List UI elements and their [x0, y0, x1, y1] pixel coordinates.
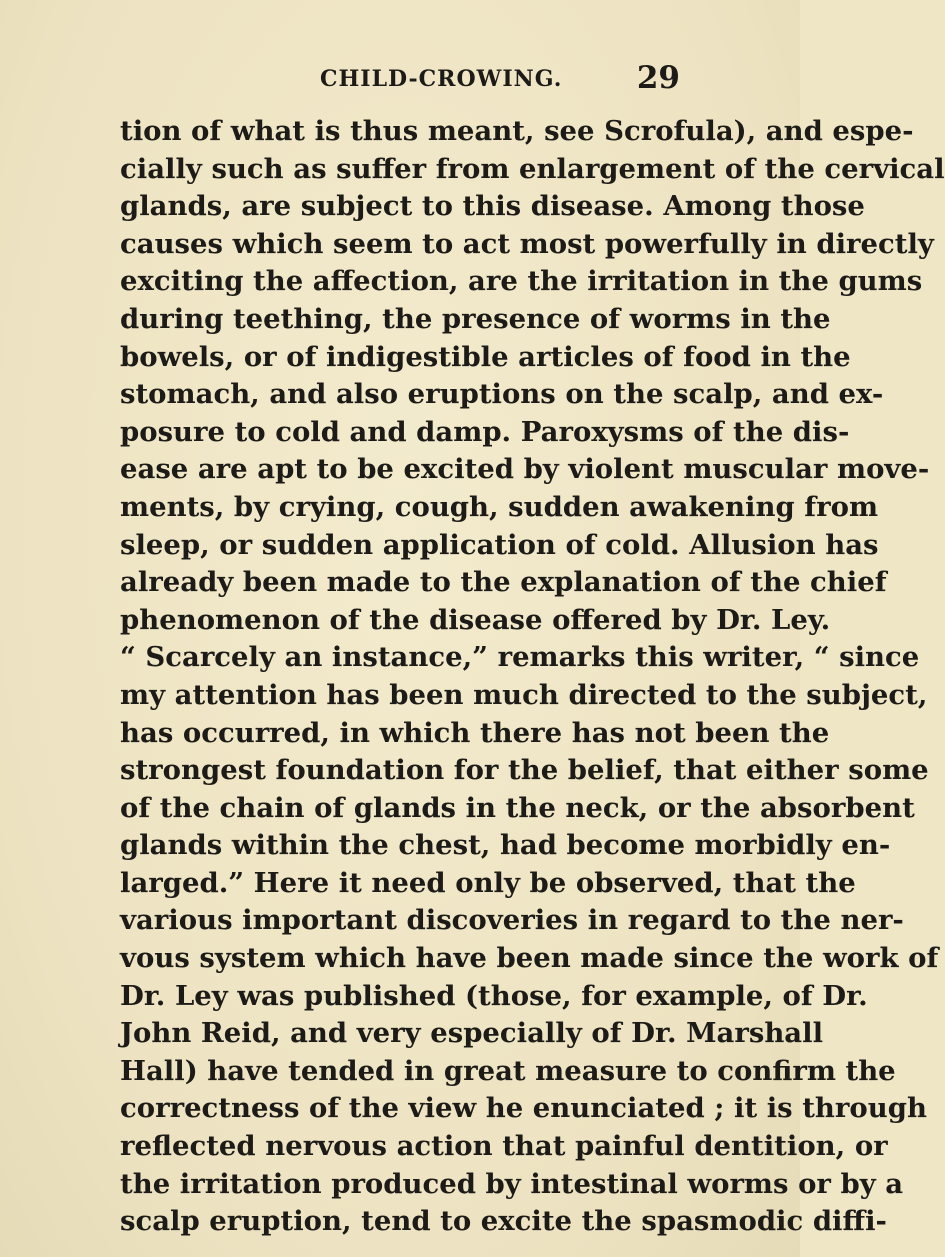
text-line: of the chain of glands in the neck, or the absorbent	[120, 791, 915, 824]
text-line: during teething, the presence of worms in the	[120, 302, 831, 335]
running-title: CHILD-CROWING.	[320, 66, 563, 92]
text-line: posure to cold and damp. Paroxysms of the dis-	[120, 415, 850, 448]
text-line: has occurred, in which there has not been the	[120, 716, 830, 749]
text-line: ease are apt to be excited by violent muscular move-	[120, 453, 930, 486]
text-line: phenomenon of the disease offered by Dr. Ley.	[120, 603, 831, 636]
text-line: ments, by crying, cough, sudden awakening from	[120, 490, 879, 523]
text-line: strongest foundation for the belief, that either some	[120, 754, 929, 787]
text-line: various important discoveries in regard to the ner-	[120, 904, 904, 937]
page-header	[120, 62, 680, 102]
page-number: 29	[636, 60, 680, 96]
text-line: cially such as suffer from enlargement of the cervical	[120, 152, 945, 185]
text-line: the irritation produced by intestinal worms or by a	[120, 1167, 904, 1200]
text-line: sleep, or sudden application of cold. Allusion has	[120, 528, 879, 561]
text-line: already been made to the explanation of the chief	[120, 566, 887, 599]
text-line: tion of what is thus meant, see Scrofula), and espe-	[120, 115, 914, 147]
text-line: causes which seem to act most powerfully in directly	[120, 227, 934, 260]
text-line: John Reid, and very especially of Dr. Marshall	[120, 1017, 824, 1050]
text-line: reflected nervous action that painful dentition, or	[120, 1130, 888, 1163]
text-line: Hall) have tended in great measure to confirm the	[120, 1054, 896, 1087]
text-line: glands, are subject to this disease. Among those	[120, 190, 865, 223]
body-text	[120, 113, 945, 1241]
text-line: scalp eruption, tend to excite the spasmodic diffi-	[120, 1205, 887, 1238]
text-line: Dr. Ley was published (those, for example, of Dr.	[120, 979, 868, 1012]
text-line: my attention has been much directed to the subject,	[120, 678, 928, 711]
text-line: “ Scarcely an instance,” remarks this writer, “ since	[120, 641, 920, 674]
text-line: bowels, or of indigestible articles of food in the	[120, 340, 851, 373]
text-line: vous system which have been made since the work of	[120, 942, 939, 975]
text-line: correctness of the view he enunciated ; it is through	[120, 1092, 927, 1125]
text-line: larged.” Here it need only be observed, that the	[120, 866, 856, 899]
text-line: stomach, and also eruptions on the scalp, and ex-	[120, 378, 884, 411]
text-line: glands within the chest, had become morbidly en-	[120, 829, 891, 862]
text-line: exciting the affection, are the irritation in the gums	[120, 265, 923, 298]
